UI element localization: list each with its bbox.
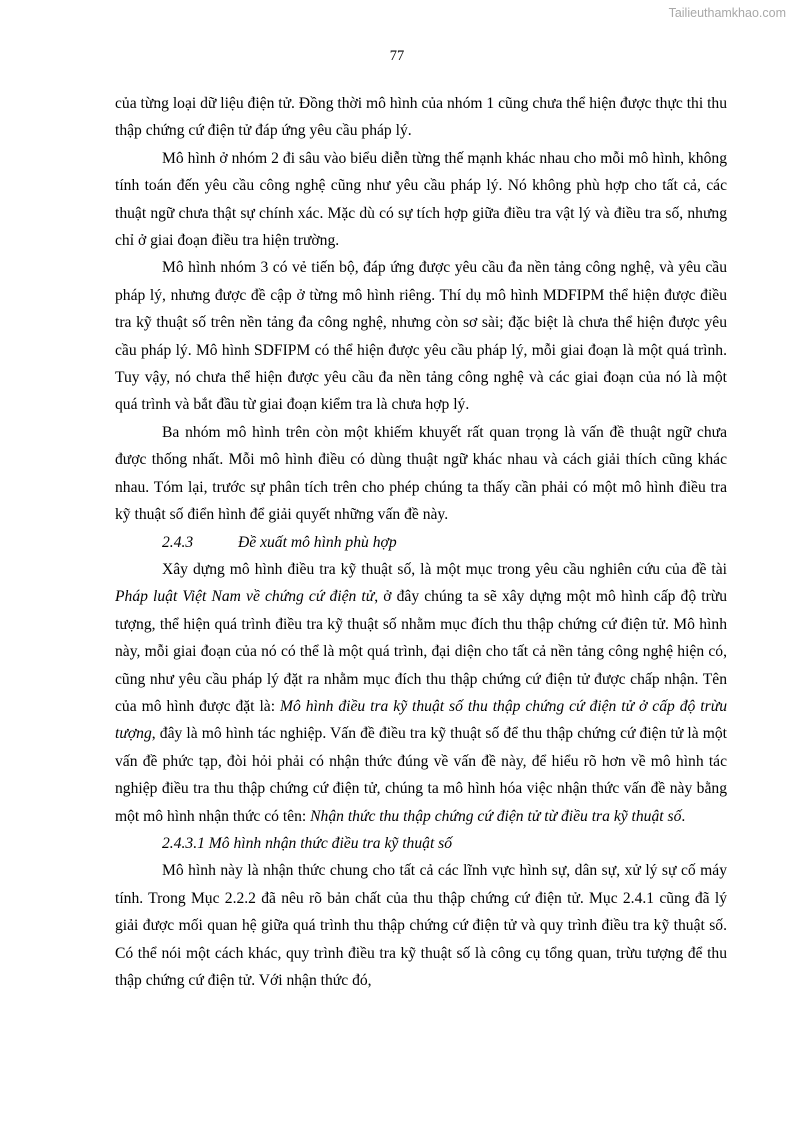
paragraph-group-2: Mô hình ở nhóm 2 đi sâu vào biểu diễn từng thế mạnh khác nhau cho mỗi mô hình, không tính toán đến yêu cầu công nghệ cũng như yêu cầu pháp lý. Nó không phù hợp cho tất cả, các thuật ngữ chưa thật sự chính xác. Mặc dù có sự tích hợp giữa điều tra vật lý và điều tra số, nhưng chỉ ở giai đoạn điều tra hiện trường. xyxy=(115,149,727,250)
text-run: . xyxy=(681,807,686,825)
section-number: 2.4.3 xyxy=(162,533,194,551)
text-run: Xây dựng mô hình điều tra kỹ thuật số, là một mục trong yêu cầu nghiên cứu của đề tài xyxy=(162,560,727,578)
paragraph-continuation: của từng loại dữ liệu điện tử. Đồng thời mô hình của nhóm 1 cũng chưa thể hiện được thực thi thu thập chứng cứ điện tử đáp ứng yêu cầu pháp lý. xyxy=(115,95,728,140)
paragraph-cognitive-model: Mô hình này là nhận thức chung cho tất cả các lĩnh vực hình sự, dân sự, xử lý sự cố máy tính. Trong Mục 2.2.2 đã nêu rõ bản chất của thu thập chứng cứ điện tử. Mục 2.4.1 cũng đã lý giải được mối quan hệ giữa quá trình thu thập chứng cứ điện tử và quy trình điều tra kỹ thuật số. Có thể nói một cách khác, quy trình điều tra kỹ thuật số là công cụ tổng quan, trừu tượng để thu thập chứng cứ điện tử. Với nhận thức đó, xyxy=(115,862,727,989)
italic-run: Nhận thức thu thập chứng cứ điện tử từ điều tra kỹ thuật số xyxy=(310,807,682,825)
document-body xyxy=(115,90,727,994)
text-run: , ở đây chúng ta sẽ xây dựng một mô hình cấp độ trừu tượng, thể hiện quá trình điều tra kỹ thuật số nhằm mục đích thu thập chứng cứ điện tử. Mô hình này, mỗi giai đoạn của nó có thể là một quá trình, đại diện cho tất cả nền tảng công nghệ hiện có, cũng như yêu cầu pháp lý đặt ra nhằm mục đích thu thập chứng cứ điện tử được chấp nhận. Tên của mô hình được đặt là: xyxy=(115,588,728,715)
text-run: , đây là mô hình tác nghiệp. Vấn đề điều tra kỹ thuật số để thu thập chứng cứ điện tử là một vấn đề phức tạp, đòi hỏi phải có nhận thức đúng về vấn đề này, để hiểu rõ hơn về mô hình tác nghiệp điều tra thu thập chứng cứ điện tử, chúng ta mô hình hóa việc nhận thức vấn đề này bằng một mô hình nhận thức có tên: xyxy=(115,725,727,825)
section-heading-2-4-3-1 xyxy=(115,830,727,857)
watermark: Tailieuthamkhao.com xyxy=(668,6,786,20)
section-heading-2-4-3 xyxy=(115,529,727,556)
section-title: Đề xuất mô hình phù hợp xyxy=(238,533,397,551)
section-title: Mô hình nhận thức điều tra kỹ thuật số xyxy=(208,834,453,852)
paragraph-model-proposal xyxy=(115,556,727,830)
italic-run: Mô hình điều tra kỹ thuật số thu thập chứng cứ điện tử ở cấp độ trừu tượng xyxy=(115,697,727,743)
paragraph-group-3: Mô hình nhóm 3 có vẻ tiến bộ, đáp ứng được yêu cầu đa nền tảng công nghệ, và yêu cầu pháp lý, nhưng được đề cập ở từng mô hình riêng. Thí dụ mô hình MDFIPM thể hiện được điều tra kỹ thuật số trên nền tảng đa công nghệ, nhưng còn sơ sài; đặc biệt là chưa thể hiện được yêu cầu pháp lý. Mô hình SDFIPM có thể hiện được yêu cầu pháp lý, mỗi giai đoạn là một quá trình. Tuy vậy, nó chưa thể hiện được yêu cầu đa nền tảng công nghệ và các giai đoạn của nó là một quá trình và bắt đầu từ giai đoạn kiểm tra là chưa hợp lý. xyxy=(115,259,727,414)
italic-run: Pháp luật Việt Nam về chứng cứ điện tử xyxy=(115,588,375,606)
paragraph-shortcomings: Ba nhóm mô hình trên còn một khiếm khuyết rất quan trọng là vấn đề thuật ngữ chưa được thống nhất. Mỗi mô hình điều có dùng thuật ngữ khác nhau và cách giải thích cũng khác nhau. Tóm lại, trước sự phân tích trên cho phép chúng ta thấy cần phải có một mô hình điều tra kỹ thuật số điển hình để giải quyết những vấn đề này. xyxy=(115,423,727,524)
section-number: 2.4.3.1 xyxy=(162,834,205,852)
page-number: 77 xyxy=(389,48,405,64)
